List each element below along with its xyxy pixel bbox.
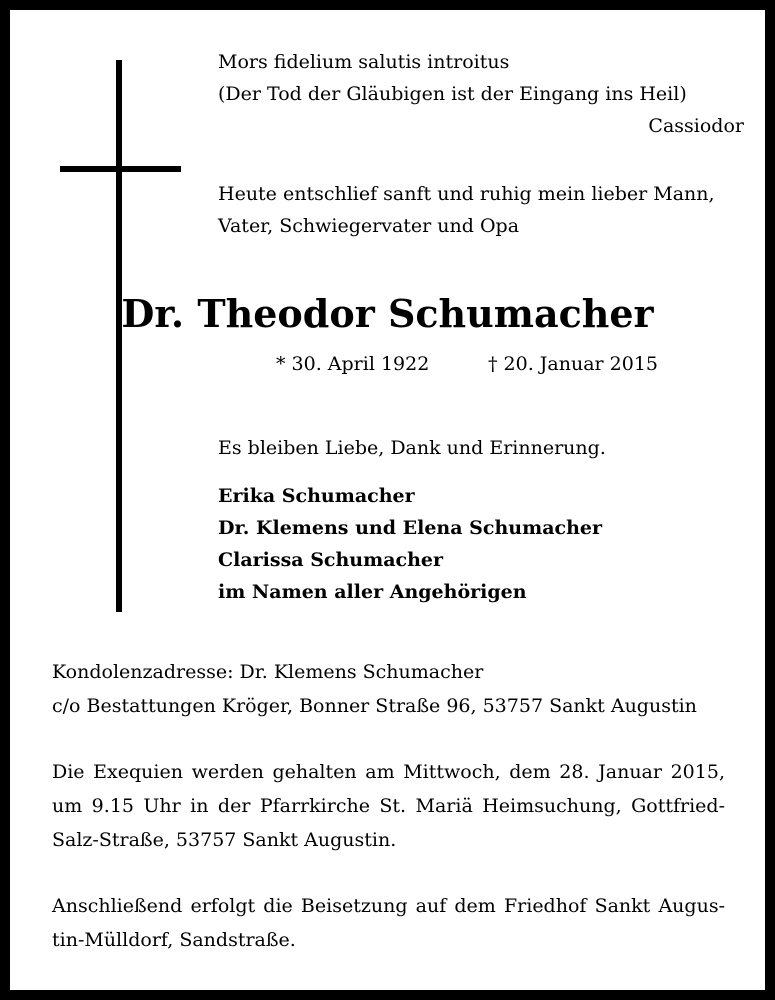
- exequies-line-1: Die Exequien werden gehalten am Mittwoch, dem 28. Januar 2015,: [52, 761, 725, 783]
- mourner-name: im Namen aller Angehörigen: [218, 581, 527, 603]
- mourner-name: Erika Schumacher: [218, 485, 415, 507]
- burial-line-2: tin-Mülldorf, Sandstraße.: [52, 929, 296, 951]
- mourner-name: Dr. Klemens und Elena Schumacher: [218, 517, 602, 539]
- burial-line-1: Anschließend erfolgt die Beisetzung auf dem Friedhof Sankt Augus-: [52, 895, 725, 917]
- cross-icon-bar: [60, 166, 181, 172]
- condolence-line-2: c/o Bestattungen Kröger, Bonner Straße 96, 53757 Sankt Augustin: [52, 695, 697, 717]
- motto-german: (Der Tod der Gläubigen ist der Eingang ins Heil): [218, 83, 687, 105]
- death-date: † 20. Januar 2015: [488, 353, 659, 375]
- mourner-name: Clarissa Schumacher: [218, 549, 444, 571]
- condolence-line-1: Kondolenzadresse: Dr. Klemens Schumacher: [52, 661, 484, 683]
- motto-author: Cassiodor: [648, 115, 744, 137]
- deceased-name: Dr. Theodor Schumacher: [121, 291, 654, 336]
- announcement-line-1: Heute entschlief sanft und ruhig mein lieber Mann,: [218, 183, 715, 205]
- exequies-line-3: Salz-Straße, 53757 Sankt Augustin.: [52, 829, 397, 851]
- cross-icon: [116, 60, 122, 612]
- announcement-line-2: Vater, Schwiegervater und Opa: [218, 215, 520, 237]
- closing-line: Es bleiben Liebe, Dank und Erinnerung.: [218, 437, 606, 459]
- birth-date: * 30. April 1922: [276, 353, 430, 375]
- motto-latin: Mors fidelium salutis introitus: [218, 51, 510, 73]
- exequies-line-2: um 9.15 Uhr in der Pfarrkirche St. Mariä Heimsuchung, Gottfried-: [52, 795, 725, 817]
